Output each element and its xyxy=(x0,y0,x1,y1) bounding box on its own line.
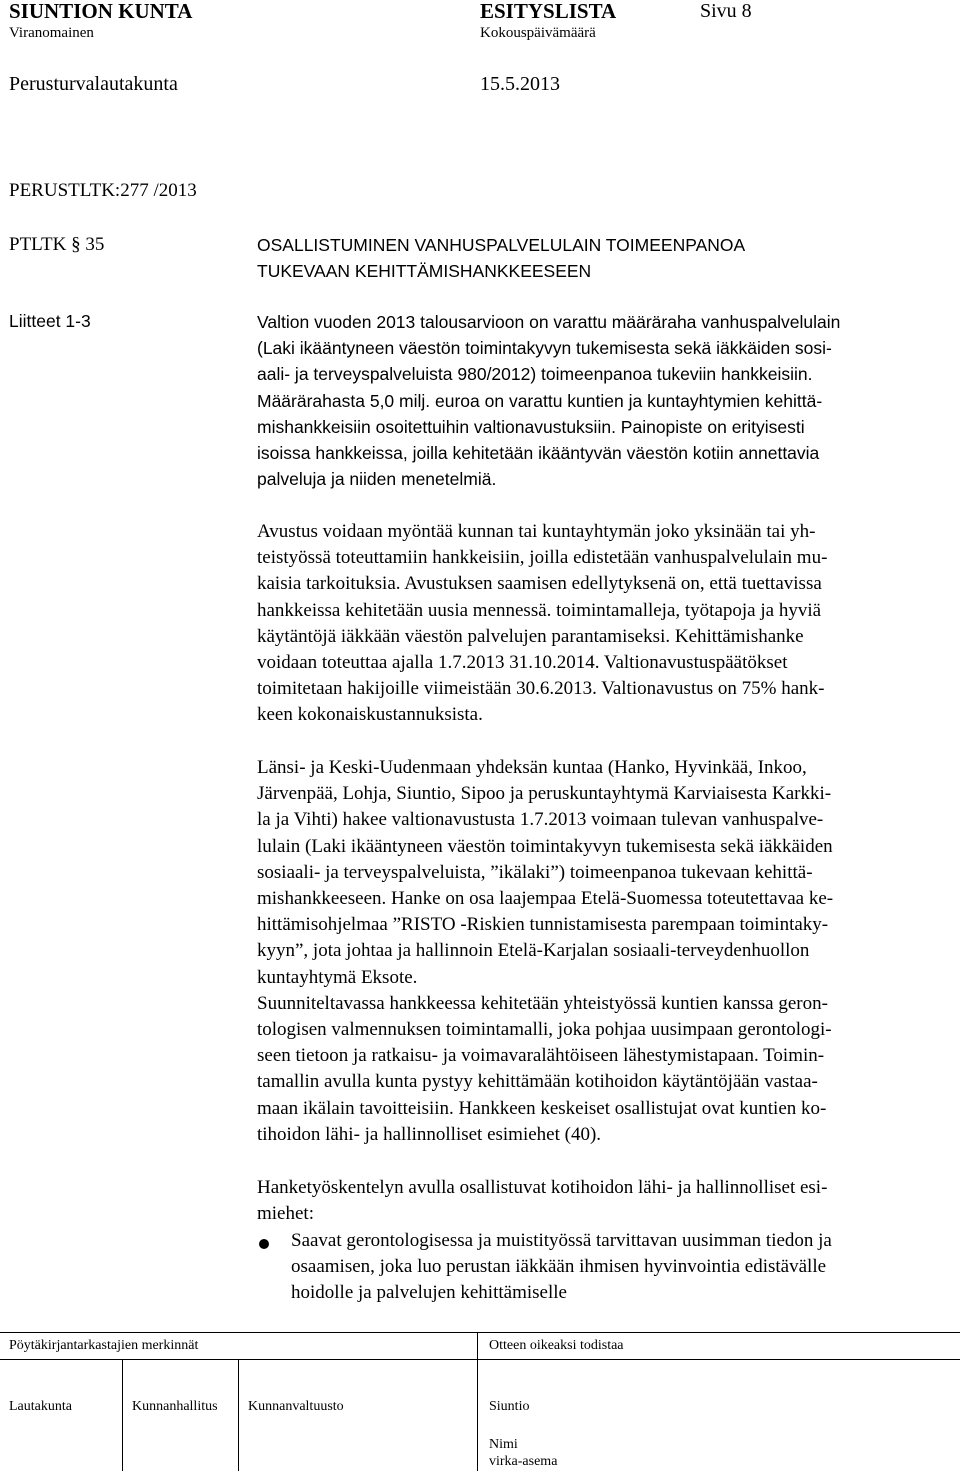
text-line: tamallin avulla kunta pystyy kehittämään kotihoidon käytäntöjään vastaa- xyxy=(257,1071,818,1093)
text-line: sosiaali- ja terveyspalveluista, ”ikälaki”) toimeenpanoa tukevaan kehittä- xyxy=(257,861,813,883)
body-kunnanhallitus: Kunnanhallitus xyxy=(132,1399,218,1414)
text-line: Valtion vuoden 2013 talousarvioon on varattu määräraha vanhuspalvelulain xyxy=(257,312,841,332)
text-line: lulain (Laki ikääntyneen väestön toimintakyvyn tukemisesta sekä iäkkäiden xyxy=(257,835,833,857)
text-line: voidaan toteuttaa ajalla 1.7.2013 31.10.2014. Valtionavustuspäätökset xyxy=(257,652,788,674)
name-label: Nimi xyxy=(489,1437,518,1452)
text-line: palveluja ja niiden menetelmiä. xyxy=(257,469,497,490)
attachments-label: Liitteet 1-3 xyxy=(9,311,91,331)
text-line: kaisia tarkoituksia. Avustuksen saamisen edellytyksenä on, että tuettavissa xyxy=(257,573,822,595)
body-lautakunta: Lautakunta xyxy=(9,1399,72,1414)
section-id: PTLTK § 35 xyxy=(9,234,105,255)
signers-label: Pöytäkirjantarkastajien merkinnät xyxy=(9,1338,199,1353)
meeting-date: 15.5.2013 xyxy=(480,73,560,95)
agenda-label: ESITYSLISTA xyxy=(480,0,617,23)
text-line: (Laki ikääntyneen väestön toimintakyvyn tukemisesta sekä iäkkäiden sosi- xyxy=(257,338,832,359)
text-line: isoissa hankkeissa, joilla kehitetään ikääntyvän väestön kotiin annettavia xyxy=(257,443,820,464)
text-line: Avustus voidaan myöntää kunnan tai kuntayhtymän joko yksinään tai yh- xyxy=(257,521,816,542)
page-number: Sivu 8 xyxy=(700,0,752,22)
place-label: Siuntio xyxy=(489,1399,530,1414)
bullet-item xyxy=(291,1228,832,1307)
text-line: la ja Vihti) hakee valtionavustusta 1.7.2013 voimaan tulevan vanhuspalve- xyxy=(257,809,824,831)
text-line: kuntayhtymä Eksote. xyxy=(257,966,418,988)
text-line: mishankkeeseen. Hanke on osa laajempaa Etelä-Suomessa toteutettavaa ke- xyxy=(257,888,834,910)
text-line: Hanketyöskentelyn avulla osallistuvat kotihoidon lähi- ja hallinnolliset esi- xyxy=(257,1177,828,1198)
text-line: seen tietoon ja ratkaisu- ja voimavaralähtöiseen lähestymistapaan. Toimin- xyxy=(257,1045,825,1067)
text-line: Länsi- ja Keski-Uudenmaan yhdeksän kuntaa (Hanko, Hyvinkää, Inkoo, xyxy=(257,757,807,778)
footer-top-rule xyxy=(0,1332,960,1333)
municipality-name: SIUNTION KUNTA xyxy=(9,0,193,23)
section-title-line: TUKEVAAN KEHITTÄMISHANKKEESEEN xyxy=(257,261,592,281)
text-line: Saavat gerontologisessa ja muistityössä tarvittavan uusimman tiedon ja xyxy=(291,1230,832,1251)
text-line: teistyössä toteuttamiin hankkeisiin, joilla edistetään vanhuspalvelulain mu- xyxy=(257,547,828,569)
body-kunnanvaltuusto: Kunnanvaltuusto xyxy=(248,1399,344,1414)
text-line: hoidolle ja palvelujen kehittämiselle xyxy=(291,1282,567,1304)
text-line: tologisen valmennuksen toimintamalli, joka pohjaa uusimpaan gerontologi- xyxy=(257,1019,832,1041)
section-title xyxy=(257,232,745,284)
paragraph-intro xyxy=(257,309,840,492)
text-line: käytäntöjä iäkkään väestön palvelujen parantamiseksi. Kehittämishanke xyxy=(257,625,804,647)
paragraph-participants xyxy=(257,1175,827,1227)
authority-label: Viranomainen xyxy=(9,25,94,41)
text-line: miehet: xyxy=(257,1203,314,1225)
text-line: tihoidon lähi- ja hallinnolliset esimiehet (40). xyxy=(257,1123,602,1145)
case-reference: PERUSTLTK:277 /2013 xyxy=(9,180,197,201)
text-line: Suunniteltavassa hankkeessa kehitetään yhteistyössä kuntien kanssa geron- xyxy=(257,992,828,1014)
text-line: Määrärahasta 5,0 milj. euroa on varattu kuntien ja kuntayhtymien kehittä- xyxy=(257,390,823,411)
section-title-line: OSALLISTUMINEN VANHUSPALVELULAIN TOIMEENPANOA xyxy=(257,235,746,255)
certified-label: Otteen oikeaksi todistaa xyxy=(489,1338,624,1353)
bullet-icon xyxy=(259,1239,269,1249)
text-line: aali- ja terveyspalveluista 980/2012) toimeenpanoa tukeviin hankkeisiin. xyxy=(257,364,813,385)
text-line: keen kokonaiskustannuksista. xyxy=(257,704,483,726)
title-label: virka-asema xyxy=(489,1454,558,1469)
text-line: Järvenpää, Lohja, Siuntio, Sipoo ja peruskuntayhtymä Karviaisesta Karkki- xyxy=(257,783,832,805)
footer-divider-2 xyxy=(238,1359,239,1471)
committee-name: Perusturvalautakunta xyxy=(9,73,178,95)
text-line: toimitetaan hakijoille viimeistään 30.6.2013. Valtionavustus on 75% hank- xyxy=(257,678,825,700)
text-line: kyyn”, jota johtaa ja hallinnoin Etelä-Karjalan sosiaali-terveydenhuollon xyxy=(257,940,810,962)
text-line: maan ikälain tavoitteisiin. Hankkeen keskeiset osallistujat ovat kuntien ko- xyxy=(257,1097,827,1119)
text-line: hittämisohjelmaa ”RISTO -Riskien tunnistamisesta parempaan toimintaky- xyxy=(257,914,829,936)
paragraph-grant-conditions xyxy=(257,519,827,729)
footer-table xyxy=(0,1332,960,1471)
footer-center-divider xyxy=(477,1332,478,1471)
paragraph-project-description xyxy=(257,755,833,1148)
text-line: osaamisen, joka luo perustan iäkkään ihmisen hyvinvointia edistävälle xyxy=(291,1256,827,1278)
footer-mid-rule xyxy=(0,1359,960,1360)
text-line: mishankkeisiin osoitettuihin valtionavustuksiin. Painopiste on erityisesti xyxy=(257,416,805,437)
text-line: hankkeissa kehitetään uusia mennessä. toimintamalleja, työtapoja ja hyviä xyxy=(257,599,822,621)
meeting-date-label: Kokouspäivämäärä xyxy=(480,25,596,41)
footer-divider-1 xyxy=(122,1359,123,1471)
